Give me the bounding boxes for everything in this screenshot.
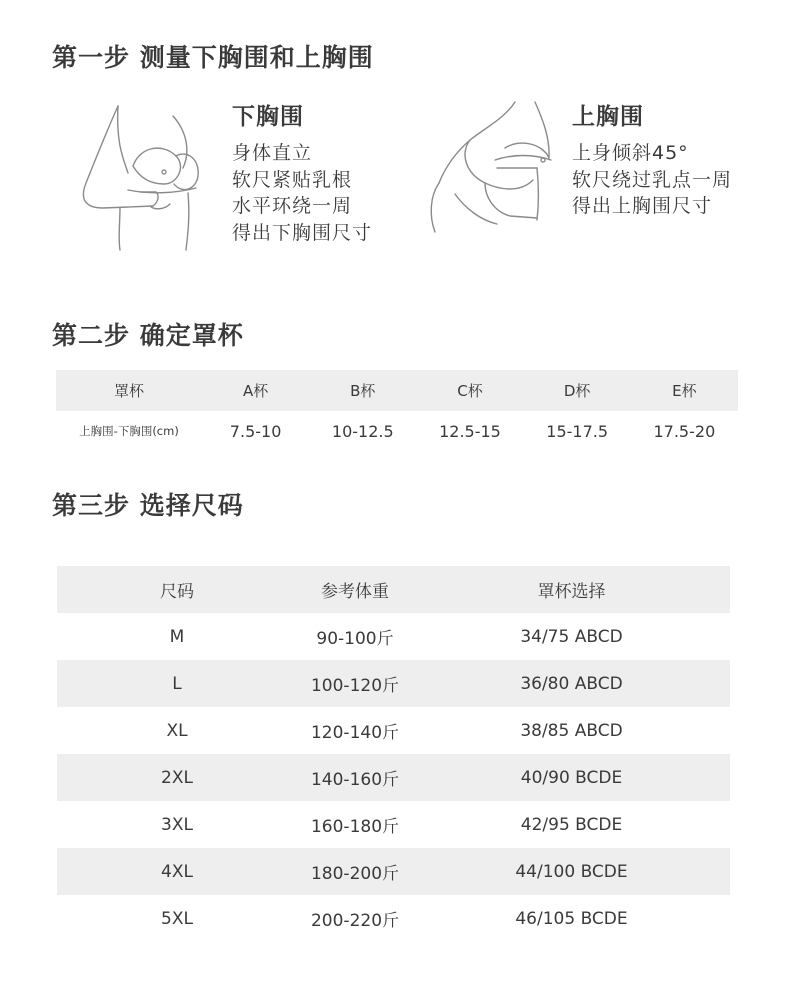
table-cell: 15-17.5 (546, 421, 609, 441)
cup-cell: 38/85 ABCD (520, 720, 623, 741)
size-table-header (57, 566, 730, 613)
table-row (57, 707, 730, 754)
table-row (57, 660, 730, 707)
under-bust-line-3: 水平环绕一周 (232, 195, 353, 217)
table-row (57, 613, 730, 660)
upper-bust-line-3: 得出上胸围尺寸 (572, 195, 713, 217)
upper-bust-illustration (425, 98, 560, 238)
weight-cell: 180-200斤 (297, 848, 413, 895)
header-cell: E杯 (631, 370, 738, 411)
table-cell: 12.5-15 (439, 421, 501, 441)
weight-cell: 90-100斤 (316, 629, 394, 649)
header-cell: D杯 (524, 370, 631, 411)
step3-heading: 第三步 选择尺码 (52, 491, 244, 520)
weight-cell: 140-160斤 (297, 754, 413, 801)
cup-table (56, 370, 738, 451)
upper-bust-line-1: 上身倾斜45° (572, 142, 689, 164)
weight-cell: 100-120斤 (297, 660, 413, 707)
under-bust-line-1: 身体直立 (232, 142, 313, 164)
size-cell: 3XL (161, 814, 193, 835)
cup-cell: 40/90 BCDE (413, 754, 730, 801)
weight-cell: 160-180斤 (310, 817, 400, 837)
cup-table-header (56, 370, 738, 411)
under-bust-line-2: 软尺紧贴乳根 (232, 168, 353, 191)
table-row (57, 801, 730, 848)
header-cell: 尺码 (57, 566, 297, 613)
size-cell: 2XL (57, 754, 297, 801)
row-label: 上胸围-下胸围(cm) (79, 424, 179, 438)
table-cell: 17.5-20 (653, 421, 716, 441)
weight-cell: 120-140斤 (310, 723, 400, 743)
size-cell: XL (166, 720, 188, 741)
under-bust-title: 下胸围 (232, 104, 304, 130)
table-row (57, 848, 730, 895)
table-row (57, 754, 730, 801)
cup-cell: 36/80 ABCD (413, 660, 730, 707)
cup-cell: 46/105 BCDE (515, 908, 628, 929)
step1-heading: 第一步 测量下胸围和上胸围 (52, 43, 374, 72)
size-cell: 4XL (57, 848, 297, 895)
size-table (57, 566, 730, 942)
under-bust-illustration (78, 98, 213, 253)
under-bust-line-4: 得出下胸围尺寸 (232, 221, 373, 244)
step2-heading: 第二步 确定罩杯 (52, 321, 244, 350)
cup-cell: 44/100 BCDE (413, 848, 730, 895)
size-cell: M (169, 626, 185, 647)
header-cell: C杯 (416, 370, 523, 411)
header-cell: A杯 (202, 370, 309, 411)
cup-cell: 34/75 ABCD (520, 626, 623, 647)
size-cell: L (57, 660, 297, 707)
table-row (57, 895, 730, 942)
upper-bust-line-2: 软尺绕过乳点一周 (572, 168, 733, 191)
weight-cell: 200-220斤 (310, 911, 400, 931)
cup-cell: 42/95 BCDE (520, 814, 623, 835)
header-cell: 罩杯选择 (413, 566, 730, 613)
header-cell: 参考体重 (297, 566, 413, 613)
header-cell: B杯 (309, 370, 416, 411)
header-cell: 罩杯 (56, 370, 202, 411)
size-cell: 5XL (161, 908, 193, 929)
cup-table-row (56, 411, 738, 451)
upper-bust-title: 上胸围 (572, 104, 644, 130)
table-cell: 10-12.5 (331, 421, 394, 441)
table-cell: 7.5-10 (229, 421, 282, 441)
